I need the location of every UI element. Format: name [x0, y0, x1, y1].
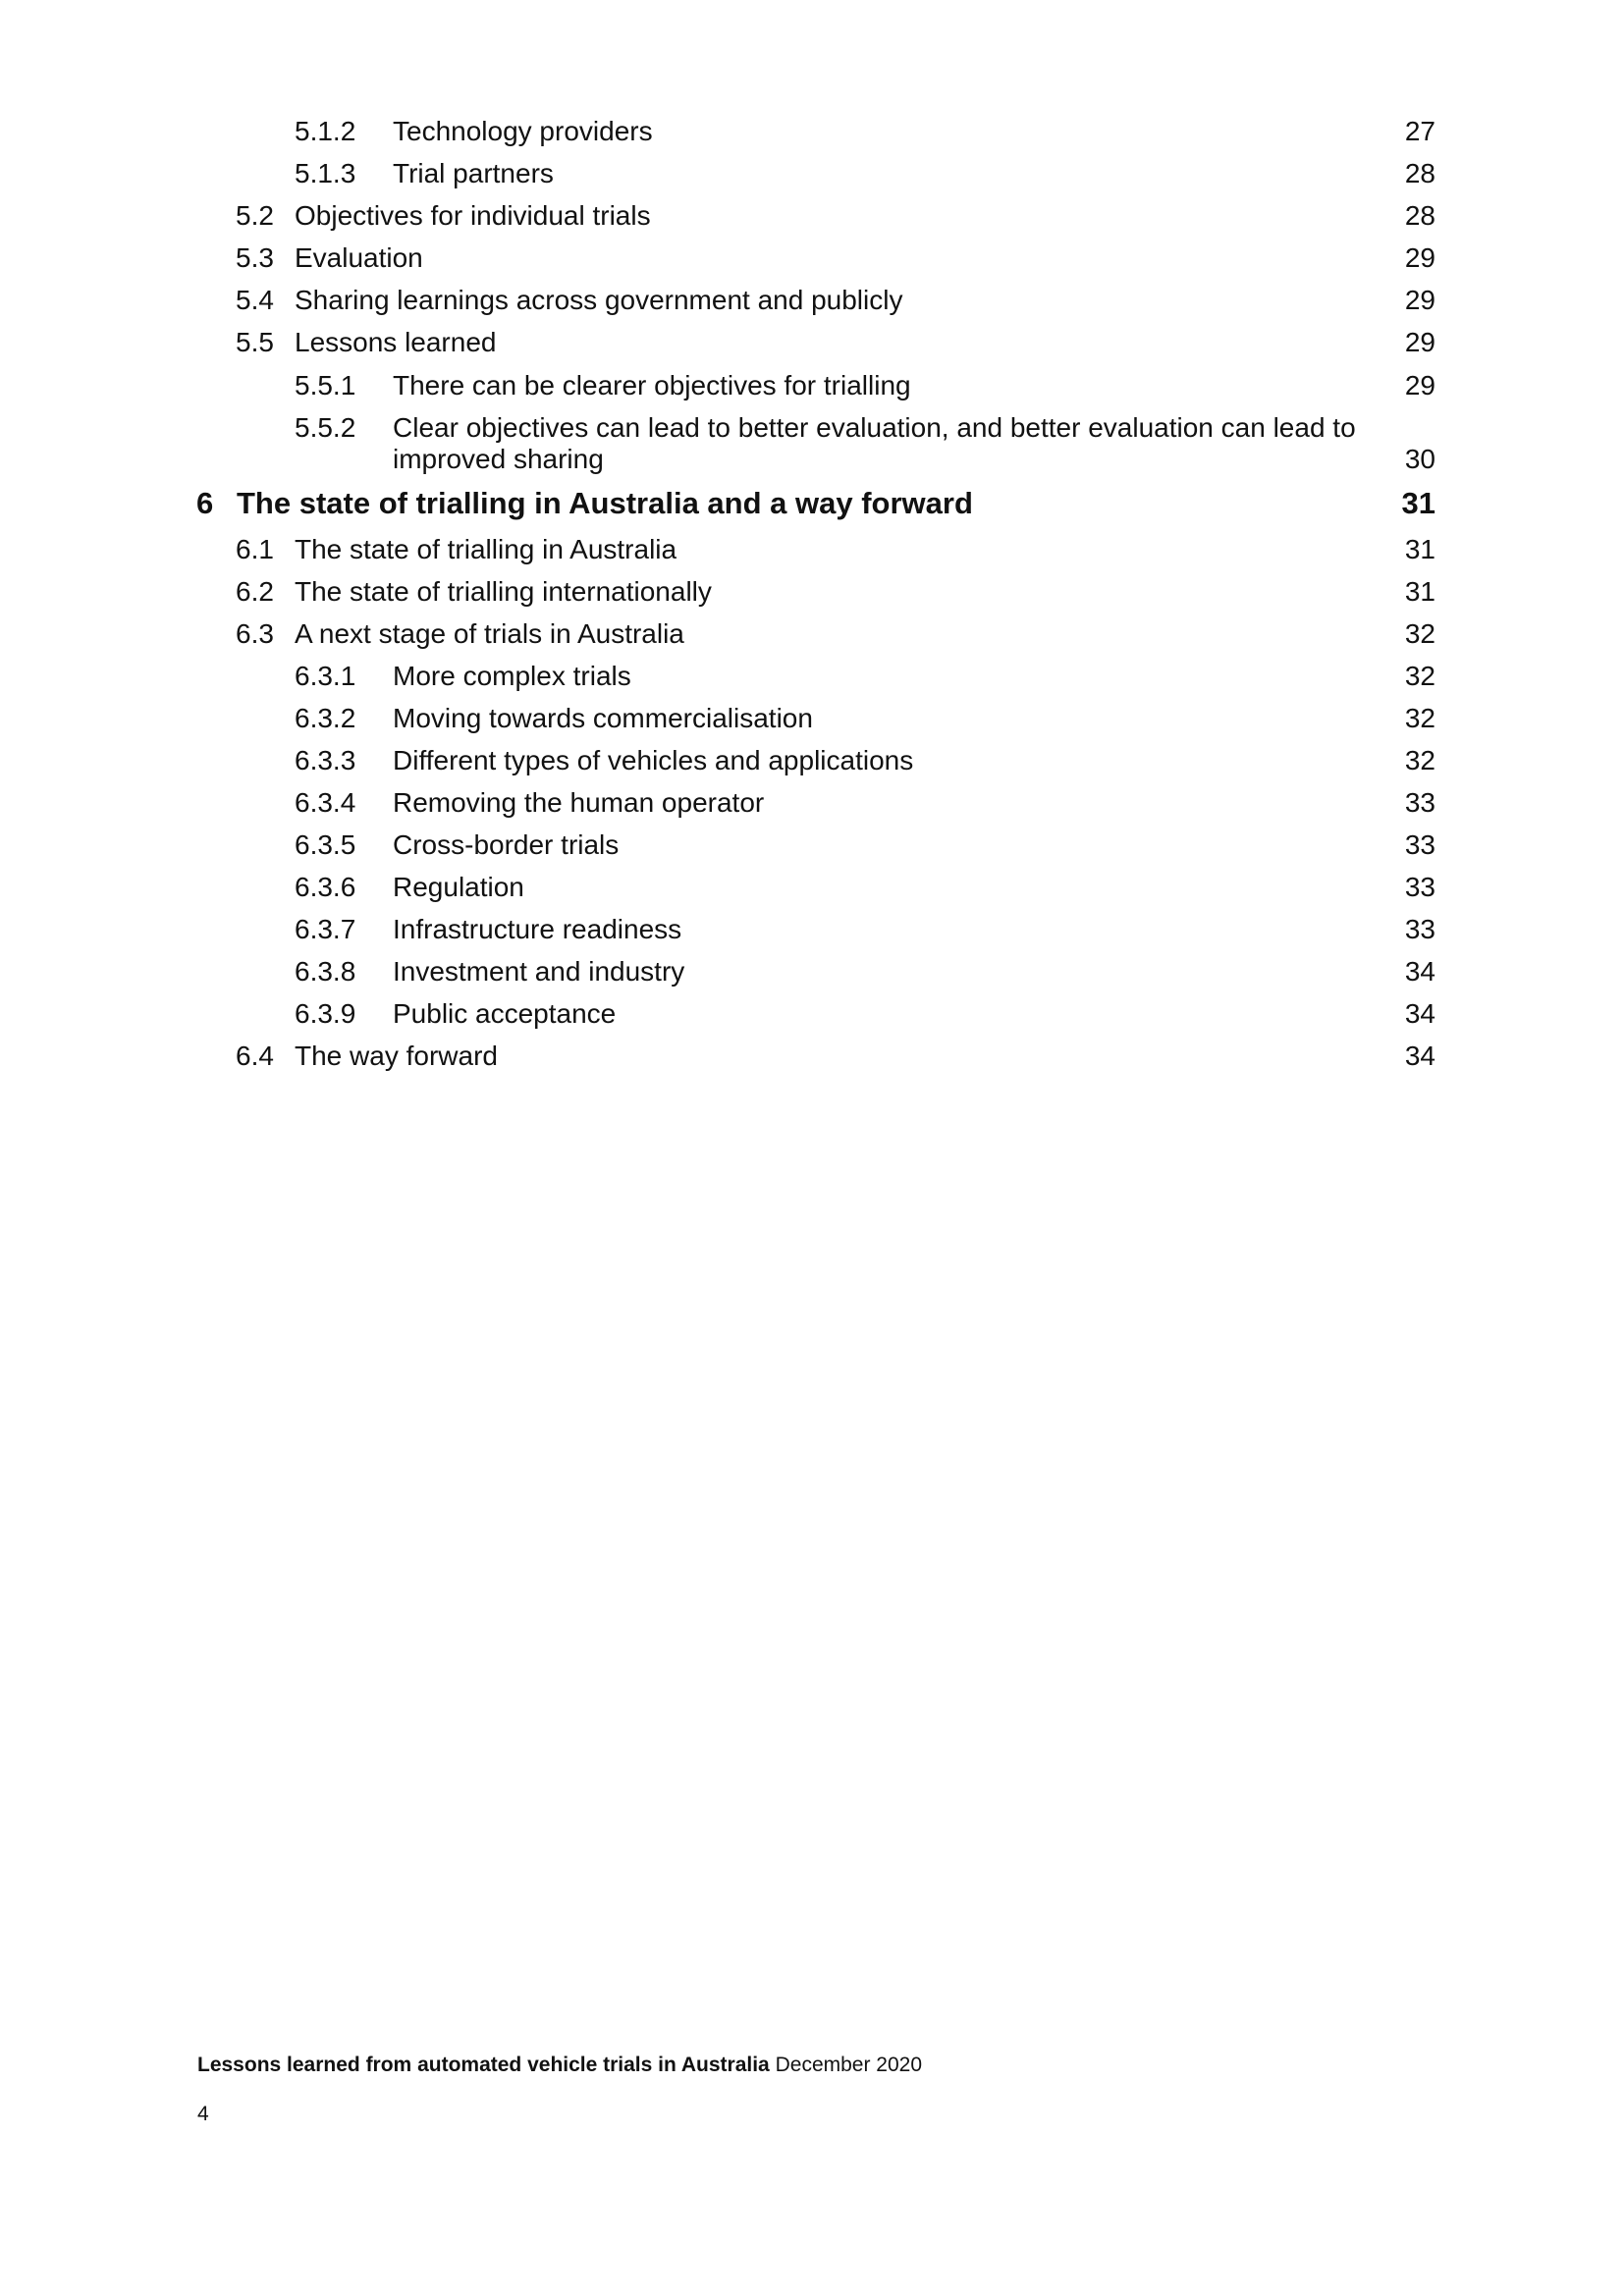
toc-entry-title: Lessons learned: [295, 327, 497, 357]
toc-entry-page: 34: [1404, 998, 1435, 1029]
toc-entry-page: 32: [1404, 703, 1435, 733]
toc-entry-title: Investment and industry: [393, 956, 685, 987]
toc-entry-page: 33: [1404, 872, 1435, 902]
toc-entry-page: 32: [1404, 661, 1435, 691]
toc-entry-number: 5.5.2: [295, 412, 356, 443]
footer-date: December 2020: [775, 2054, 923, 2076]
toc-entry-number: 5.5.1: [295, 370, 356, 400]
toc-entry-page: 33: [1404, 787, 1435, 818]
toc-entry-title: Sharing learnings across government and publicly: [295, 285, 903, 315]
toc-entry-title: Public acceptance: [393, 998, 617, 1029]
toc-entry-number: 6.3.4: [295, 787, 356, 818]
footer-report-title: [197, 2053, 922, 2078]
toc-entry-number: 6.3: [236, 618, 274, 649]
toc-entry-title: Evaluation: [295, 242, 423, 273]
toc-entry-number: 5.2: [236, 200, 274, 231]
toc-entry-number: 5.3: [236, 242, 274, 273]
toc-entry-page: 29: [1404, 327, 1435, 357]
toc-entry-page: 29: [1404, 242, 1435, 273]
toc-entry-page: 32: [1404, 618, 1435, 649]
page-number: 4: [197, 2103, 209, 2125]
footer-title-text: Lessons learned from automated vehicle trials in Australia: [197, 2054, 770, 2076]
toc-entry-title: Objectives for individual trials: [295, 200, 651, 231]
toc-entry-page: 34: [1404, 956, 1435, 987]
toc-chapter-title-text: The state of trialling in Australia and a way forward: [237, 487, 979, 520]
toc-entry-number: 5.5: [236, 327, 274, 357]
toc-entry-title: Cross-border trials: [393, 829, 620, 860]
toc-entry-number: 6: [196, 486, 214, 520]
toc-entry-title: The state of trialling internationally: [295, 576, 712, 607]
toc-entry-title: The way forward: [295, 1041, 498, 1071]
toc-entry-page: 28: [1404, 158, 1435, 188]
toc-entry-title: Clear objectives can lead to better evaluation, and better evaluation can lead to improved sharing: [393, 412, 1356, 474]
toc-entry-title: Regulation: [393, 872, 524, 902]
toc-entry-number: 6.4: [236, 1041, 274, 1071]
toc-entry-title: There can be clearer objectives for trialling: [393, 370, 911, 400]
toc-entry-page: 29: [1404, 370, 1435, 400]
toc-entry-number: 5.1.3: [295, 158, 356, 188]
toc-entry-number: 6.3.2: [295, 703, 356, 733]
toc-entry-number: 6.3.8: [295, 956, 356, 987]
toc-entry-page: 31: [1404, 534, 1435, 564]
toc-entry-page: 32: [1404, 745, 1435, 775]
toc-entry-title: Infrastructure readiness: [393, 914, 682, 944]
toc-entry-page: 34: [1404, 1041, 1435, 1071]
toc-entry-page: 33: [1404, 914, 1435, 944]
toc-entry-page: 33: [1404, 829, 1435, 860]
toc-entry-number: 6.1: [236, 534, 274, 564]
toc-entry-number: 5.4: [236, 285, 274, 315]
toc-entry-number: 6.3.9: [295, 998, 356, 1029]
toc-entry-title: Technology providers: [393, 116, 653, 146]
toc-entry-number: 6.3.5: [295, 829, 356, 860]
toc-entry-title: [237, 487, 1435, 520]
toc-entry-title: A next stage of trials in Australia: [295, 618, 684, 649]
toc-entry-page: 31: [1396, 487, 1435, 520]
toc-entry-title: Removing the human operator: [393, 787, 765, 818]
toc-entry-number: 6.3.1: [295, 661, 356, 691]
toc-entry-page: 31: [1404, 576, 1435, 607]
toc-entry-number: 6.3.7: [295, 914, 356, 944]
toc-entry-number: 6.3.6: [295, 872, 356, 902]
toc-entry-title: Different types of vehicles and applications: [393, 745, 914, 775]
toc-entry-number: 6.2: [236, 576, 274, 607]
toc-entry-number: 6.3.3: [295, 745, 356, 775]
toc-entry-page: 30: [1404, 444, 1435, 474]
toc-entry-page: 28: [1404, 200, 1435, 231]
toc-entry-title: Moving towards commercialisation: [393, 703, 813, 733]
toc-entry-number: 5.1.2: [295, 116, 356, 146]
toc-entry-title: More complex trials: [393, 661, 631, 691]
toc-entry-page: 27: [1404, 116, 1435, 146]
toc-entry-page: 29: [1404, 285, 1435, 315]
toc-entry-title: The state of trialling in Australia: [295, 534, 677, 564]
toc-entry-title: Trial partners: [393, 158, 554, 188]
